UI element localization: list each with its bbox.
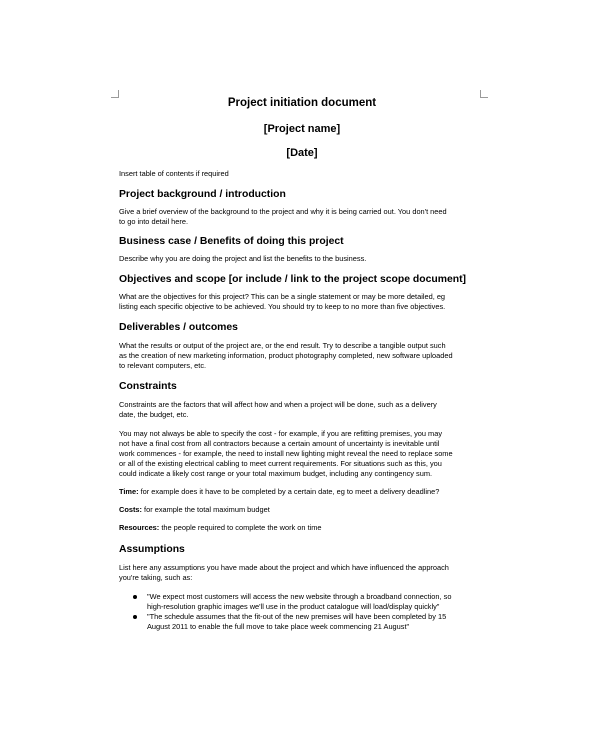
text-line: could indicate a likely cost range or your total maximum budget, including any contingency sum. [119,469,433,478]
text-line: Give a brief overview of the background to the project and why it is being carried out. You don't need [119,207,447,216]
margin-corner-mark-left [111,90,119,98]
text-line: you're taking, such as: [119,573,193,582]
heading-deliverables: Deliverables / outcomes [119,322,238,333]
text-line: Constraints are the factors that will affect how and when a project will be done, such as a delivery [119,400,437,409]
paragraph-objectives [119,292,485,312]
document-body [119,96,485,632]
text-line: What are the objectives for this project? This can be a single statement or may be more detailed, eg [119,292,446,301]
bullet-icon [133,595,137,599]
constraint-time-text: for example does it have to be completed by a certain date, eg to meet a delivery deadline? [138,487,440,496]
text-line: "The schedule assumes that the fit-out of the new premises will have been completed by 15 [147,612,447,621]
constraint-resources [119,523,485,533]
text-line: August 2011 to enable the full move to take place week commencing 21 August" [147,622,410,631]
document-title: Project initiation document [227,97,377,109]
date-placeholder: [Date] [286,147,318,159]
paragraph-background [119,207,485,227]
text-line: or all of the existing electrical cabling to meet current requirements. For situations such as this, you [119,459,442,468]
heading-assumptions: Assumptions [119,544,185,555]
list-item [119,592,485,612]
constraint-time [119,487,485,497]
text-line: date, the budget, etc. [119,410,189,419]
text-line: listing each specific objective to be achieved. You should try to keep to no more than five objectives. [119,302,446,311]
project-name-placeholder: [Project name] [263,123,341,135]
constraint-resources-label: Resources: [119,523,160,532]
constraint-costs-text: for example the total maximum budget [142,505,270,514]
toc-note: Insert table of contents if required [119,169,229,178]
heading-business-case: Business case / Benefits of doing this project [119,236,344,247]
paragraph-business-case [119,254,485,264]
constraint-resources-text: the people required to complete the work on time [159,523,322,532]
paragraph-deliverables [119,341,485,371]
constraint-costs-label: Costs: [119,505,142,514]
text-line: List here any assumptions you have made about the project and which have influenced the approach [119,563,449,572]
paragraph-constraints-detail [119,429,485,479]
text-line: Describe why you are doing the project and list the benefits to the business. [119,254,367,263]
text-line: "We expect most customers will access the new website through a broadband connection, so [147,592,452,601]
text-line: not have a final cost from all contractors because a certain amount of uncertainty is inevitable until [119,439,440,448]
text-line: as the creation of new marketing information, product photography completed, new software uploaded [119,351,453,360]
assumptions-list [119,592,485,632]
heading-objectives: Objectives and scope [or include / link to the project scope document] [119,274,466,285]
heading-background: Project background / introduction [119,189,286,200]
paragraph-constraints-intro [119,400,485,420]
text-line: work commences - for example, the need to install new lighting might reveal the need to replace some [119,449,453,458]
text-line: to relevant computers, etc. [119,361,207,370]
text-line: high-resolution graphic images we'll use in the product catalogue will load/display quickly" [147,602,440,611]
bullet-icon [133,615,137,619]
text-line: You may not always be able to specify the cost - for example, if you are refitting premises, you may [119,429,443,438]
constraint-time-label: Time: [119,487,139,496]
heading-constraints: Constraints [119,381,177,392]
constraint-costs [119,505,485,515]
text-line: to go into detail here. [119,217,189,226]
list-item [119,612,485,632]
text-line: What the results or output of the project are, or the end result. Try to describe a tangible output such [119,341,446,350]
paragraph-assumptions [119,563,485,583]
